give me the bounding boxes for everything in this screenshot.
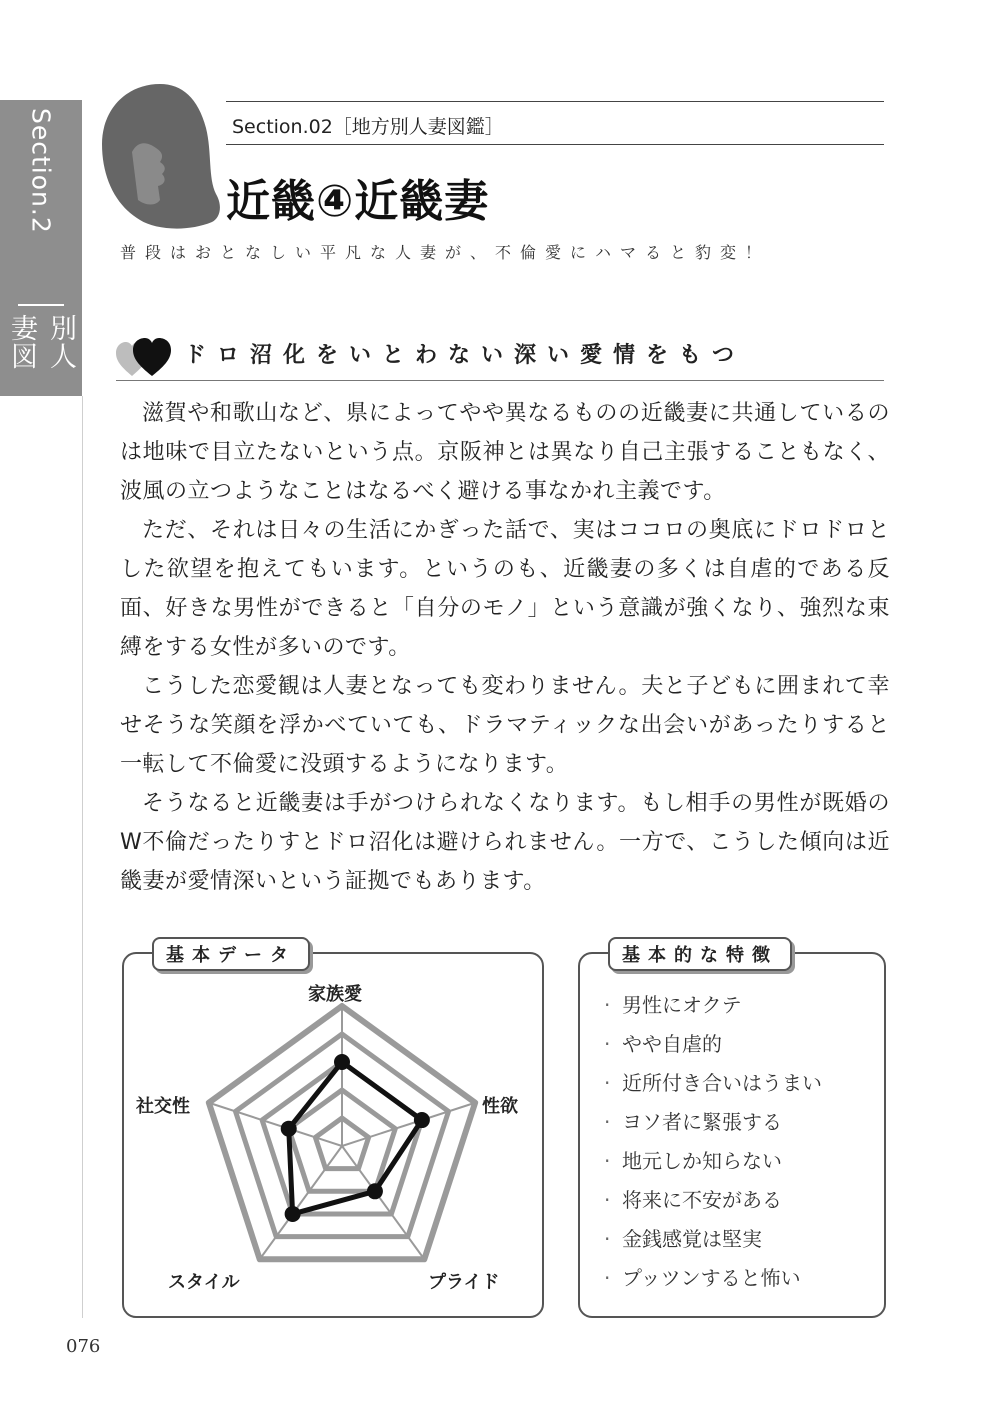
radar-chart [124,954,542,1316]
axis-label-style: スタイル [168,1272,240,1293]
paragraph-1: 滋賀や和歌山など、県によってやや異なるものの近畿妻に共通しているのは地味で目立たないという点。京阪神とは異なり自己主張することもなく、波風の立つようなことはなるべく避ける事なかれ主義です。 [120,401,890,504]
feature-text: 男性にオクテ [622,993,742,1017]
paragraph-3: こうした恋愛観は人妻となっても変わりません。夫と子どもに囲まれて幸せそうな笑顔を浮かべていても、ドラマティックな出会いがあったりすると一転して不倫愛に没頭するようになります。 [120,674,890,777]
heading-underline [116,380,884,381]
side-tab [0,100,115,396]
feature-text: 近所付き合いはうまい [622,1071,822,1095]
basic-data-box [122,945,544,1318]
axis-label-sociability: 社交性 [136,1096,190,1117]
section-heading: ドロ沼化をいとわない深い愛情をもつ [184,343,746,368]
hearts-icon [116,336,176,382]
features-label: 基本的な特徴 [608,937,792,971]
page-number: 076 [66,1336,101,1357]
axis-label-family-love: 家族愛 [308,984,362,1005]
feature-item: · 金銭感覚は堅実 [604,1227,762,1251]
header-mid-rule [226,144,884,145]
feature-item: · 男性にオクテ [604,993,742,1017]
page-title: 近畿④近畿妻 [226,176,490,227]
feature-item: · やや自虐的 [604,1032,722,1056]
feature-item: · 近所付き合いはうまい [604,1071,822,1095]
feature-text: 地元しか知らない [622,1149,782,1173]
feature-text: 将来に不安がある [622,1188,782,1212]
paragraph-4: そうなると近畿妻は手がつけられなくなります。もし相手の男性が既婚のW不倫だったりすとドロ沼化は避けられません。一方で、こうした傾向は近畿妻が愛情深いという証拠でもあります。 [120,791,890,894]
woman-silhouette-icon [96,82,226,232]
paragraph-2: ただ、それは日々の生活にかぎった話で、実はココロの奥底にドロドロとした欲望を抱えてもいます。というのも、近畿妻の多くは自虐的である反面、好きな男性ができると「自分のモノ」という意識が強くなり、強烈な束縛をする女性が多いのです。 [120,518,890,660]
feature-item: · プッツンすると怖い [604,1266,801,1290]
radar-data-point [367,1183,383,1199]
feature-text: プッツンすると怖い [622,1266,801,1290]
radar-data-point [334,1054,350,1070]
header-top-rule [226,101,884,102]
page-subtitle: 普段はおとなしい平凡な人妻が、不倫愛にハマると豹変！ [120,243,771,262]
feature-text: やや自虐的 [622,1032,722,1056]
feature-item: · 地元しか知らない [604,1149,782,1173]
section-label: Section.02［地方別人妻図鑑］ [232,116,504,138]
side-tab-section: Section.2 [26,108,56,234]
feature-text: 金銭感覚は堅実 [622,1227,762,1251]
side-rule [82,396,83,1318]
axis-label-libido: 性欲 [482,1096,518,1117]
body-text [120,394,890,901]
radar-data-point [414,1112,430,1128]
side-tab-divider [18,304,64,306]
basic-data-label: 基本データ [152,937,310,971]
radar-data-point [285,1206,301,1222]
feature-item: · 将来に不安がある [604,1188,782,1212]
features-box [578,945,886,1318]
feature-text: ヨソ者に緊張する [622,1110,782,1134]
features-list [604,986,822,1298]
feature-item: · ヨソ者に緊張する [604,1110,782,1134]
side-tab-category: 地方別人妻図 [6,314,115,370]
radar-data-point [281,1121,297,1137]
axis-label-pride: プライド [428,1272,500,1293]
